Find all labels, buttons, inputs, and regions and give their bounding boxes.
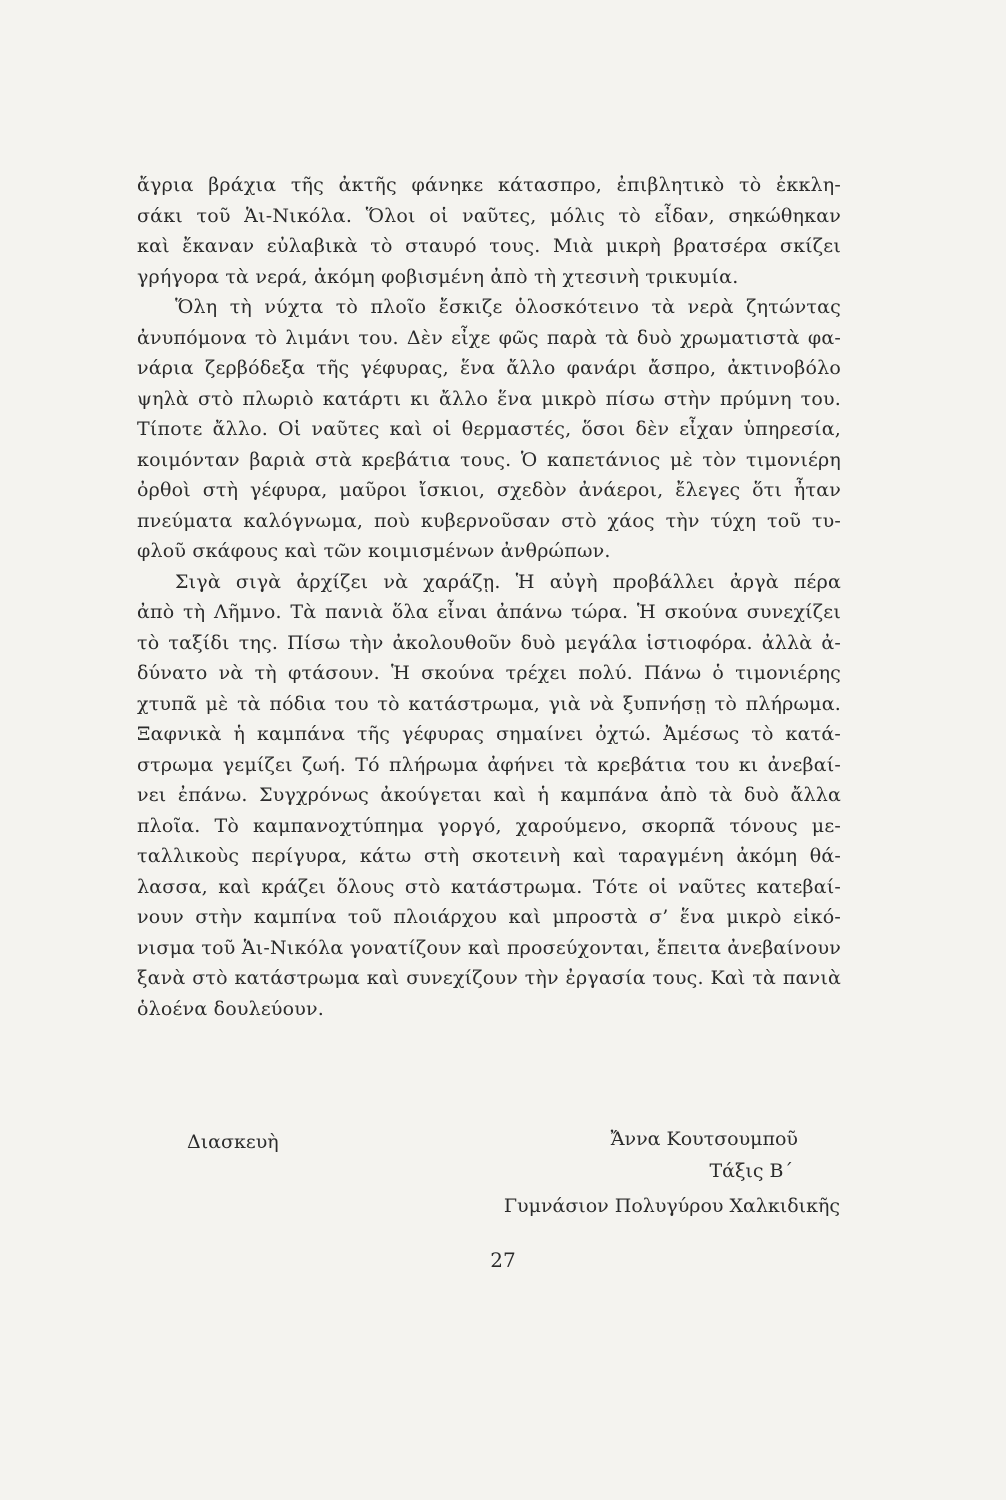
text-line: ὁλοένα δουλεύουν. bbox=[137, 997, 325, 1020]
text-line: νισμα τοῦ Ἁι-Νικόλα γονατίζουν καὶ προσεύχονται, ἔπειτα ἀνεβαίνουν bbox=[137, 936, 841, 959]
text-line: γρήγορα τὰ νερά, ἀκόμη φοβισμένη ἀπὸ τὴ χτεσινὴ τρικυμία. bbox=[137, 265, 739, 288]
author-school: Γυμνάσιον Πολυγύρου Χαλκιδικῆς bbox=[503, 1195, 840, 1217]
text-line: δύνατο νὰ τὴ φτάσουν. Ἡ σκούνα τρέχει πολύ. Πάνω ὁ τιμονιέρης bbox=[137, 662, 841, 684]
text-line: σάκι τοῦ Ἁι-Νικόλα. Ὅλοι οἱ ναῦτες, μόλις τὸ εἶδαν, σηκώθηκαν bbox=[137, 204, 841, 227]
text-line: πλοῖα. Τὸ καμπανοχτύπημα γοργό, χαρούμενο, σκορπᾶ τόνους με- bbox=[137, 814, 841, 837]
text-line: ψηλὰ στὸ πλωριὸ κατάρτι κι ἄλλο ἕνα μικρὸ πίσω στὴν πρύμνη του. bbox=[137, 387, 841, 410]
text-line: Σιγὰ σιγὰ ἀρχίζει νὰ χαράζῃ. Ἡ αὐγὴ προβάλλει ἀργὰ πέρα bbox=[175, 570, 841, 593]
text-line: Ὅλη τὴ νύχτα τὸ πλοῖο ἔσκιζε ὁλοσκότεινο τὰ νερὰ ζητώντας bbox=[175, 296, 841, 318]
text-line: νει ἐπάνω. Συγχρόνως ἀκούγεται καὶ ἡ καμπάνα ἀπὸ τὰ δυὸ ἄλλα bbox=[137, 784, 841, 806]
text-line: πνεύματα καλόγνωμα, ποὺ κυβερνοῦσαν στὸ χάος τὴν τύχη τοῦ τυ- bbox=[137, 509, 841, 532]
page-number: 27 bbox=[490, 1248, 516, 1272]
text-line: ὀρθοὶ στὴ γέφυρα, μαῦροι ἴσκιοι, σχεδὸν ἀνάεροι, ἔλεγες ὅτι ἦταν bbox=[137, 479, 841, 501]
body-text bbox=[137, 170, 841, 1024]
author-class: Τάξις Β΄ bbox=[709, 1160, 793, 1182]
text-line: ταλλικοὺς περίγυρα, κάτω στὴ σκοτεινὴ καὶ ταραγμένη ἀκόμη θά- bbox=[137, 845, 841, 867]
text-line: χτυπᾶ μὲ τὰ πόδια του τὸ κατάστρωμα, γιὰ νὰ ξυπνήσῃ τὸ πλήρωμα. bbox=[137, 692, 841, 715]
text-line: στρωμα γεμίζει ζωή. Τό πλήρωμα ἀφήνει τὰ κρεβάτια του κι ἀνεβαί- bbox=[137, 753, 841, 776]
text-line: ἀπὸ τὴ Λῆμνο. Τὰ πανιὰ ὅλα εἶναι ἀπάνω τώρα. Ἡ σκούνα συνεχίζει bbox=[137, 601, 841, 623]
text-line: τὸ ταξίδι της. Πίσω τὴν ἀκολουθοῦν δυὸ μεγάλα ἱστιοφόρα. ἀλλὰ ἀ- bbox=[137, 631, 841, 654]
adaptation-label: Διασκευὴ bbox=[187, 1131, 279, 1153]
text-line: νουν στὴν καμπίνα τοῦ πλοιάρχου καὶ μπροστὰ σ’ ἕνα μικρὸ εἰκό- bbox=[137, 906, 841, 928]
text-line: Τίποτε ἄλλο. Οἱ ναῦτες καὶ οἱ θερμαστές, ὅσοι δὲν εἶχαν ὑπηρεσία, bbox=[137, 418, 841, 440]
text-line: λασσα, καὶ κράζει ὅλους στὸ κατάστρωμα. Τότε οἱ ναῦτες κατεβαί- bbox=[137, 875, 841, 898]
text-line: ξανὰ στὸ κατάστρωμα καὶ συνεχίζουν τὴν ἐργασία τους. Καὶ τὰ πανιὰ bbox=[137, 967, 841, 989]
text-line: καὶ ἔκαναν εὐλαβικὰ τὸ σταυρό τους. Μιὰ μικρὴ βρατσέρα σκίζει bbox=[137, 235, 841, 257]
text-line: Ξαφνικὰ ἡ καμπάνα τῆς γέφυρας σημαίνει ὀχτώ. Ἀμέσως τὸ κατά- bbox=[137, 723, 841, 745]
text-line: κοιμόνταν βαριὰ στὰ κρεβάτια τους. Ὁ καπετάνιος μὲ τὸν τιμονιέρη bbox=[137, 448, 841, 471]
text-line: νάρια ζερβόδεξα τῆς γέφυρας, ἕνα ἄλλο φανάρι ἄσπρο, ἀκτινοβόλο bbox=[137, 357, 841, 379]
text-line: ἀνυπόμονα τὸ λιμάνι του. Δὲν εἶχε φῶς παρὰ τὰ δυὸ χρωματιστὰ φα- bbox=[137, 326, 841, 349]
author-name: Ἄννα Κουτσουμποῦ bbox=[610, 1128, 798, 1150]
text-line: φλοῦ σκάφους καὶ τῶν κοιμισμένων ἀνθρώπων. bbox=[137, 540, 611, 562]
text-line: ἄγρια βράχια τῆς ἀκτῆς φάνηκε κάτασπρο, ἐπιβλητικὸ τὸ ἐκκλη- bbox=[137, 174, 841, 196]
